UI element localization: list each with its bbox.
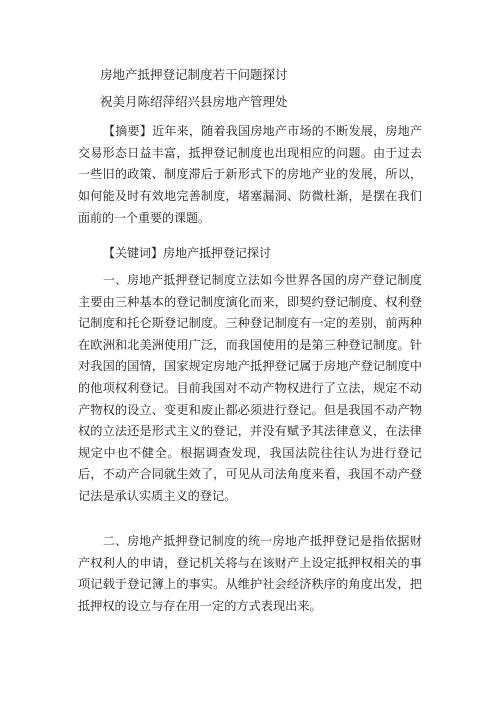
section-paragraph: [78, 270, 422, 508]
keywords-paragraph: [78, 243, 422, 264]
section-heading: 二、房地产抵押登记制度的统一: [103, 534, 273, 548]
section-paragraph: [78, 531, 422, 617]
section-heading: 一、房地产抵押登记制度立法: [103, 273, 261, 287]
keywords-label: 【关键词】: [103, 246, 164, 260]
author-line: 祝美月陈绍萍绍兴县房地产管理处: [100, 94, 288, 109]
keywords-text: 房地产抵押登记探讨: [163, 246, 272, 260]
section-body: 房地产抵押登记是指依据财产权利人的申请，登记机关将与在该财产上设定抵押权相关的事项记载于登记簿上的事实。从维护社会经济秩序的角度出发，把抵押权的设立与存在用一定的方式表现出来。: [78, 534, 422, 613]
abstract-label: 【摘要】: [103, 124, 153, 138]
abstract-text: 近年来，随着我国房地产市场的不断发展，房地产交易形态日益丰富，抵押登记制度也出现相应的问题。由于过去一些旧的政策、制度滞后于新形式下的房地产业的发展，所以，如何能及时有效地完善制度，堵塞漏洞、防微杜渐，是摆在我们面前的一个重要的课题。: [78, 124, 422, 225]
section-body: 如今世界各国的房产登记制度主要由三种基本的登记制度演化而来，即契约登记制度、权利登记制度和托仑斯登记制度。三种登记制度有一定的差别，前两种在欧洲和北美洲使用广泛，而我国使用的是第三种登记制度。针对我国的国情，国家规定房地产抵押登记属于房地产登记制度中的他项权利登记。目前我国对不动产物权进行了立法，规定不动产物权的设立、变更和废止都必须进行登记。但是我国不动产物权的立法还是形式主义的登记，并没有赋予其法律意义，在法律规定中也不健全。根据调查发现，我国法院往往认为进行登记后，不动产合同就生效了，可见从司法角度来看，我国不动产登记法是承认实质主义的登记。: [78, 273, 422, 503]
document-title: 房地产抵押登记制度若干问题探讨: [100, 67, 288, 82]
abstract-paragraph: [78, 121, 422, 230]
